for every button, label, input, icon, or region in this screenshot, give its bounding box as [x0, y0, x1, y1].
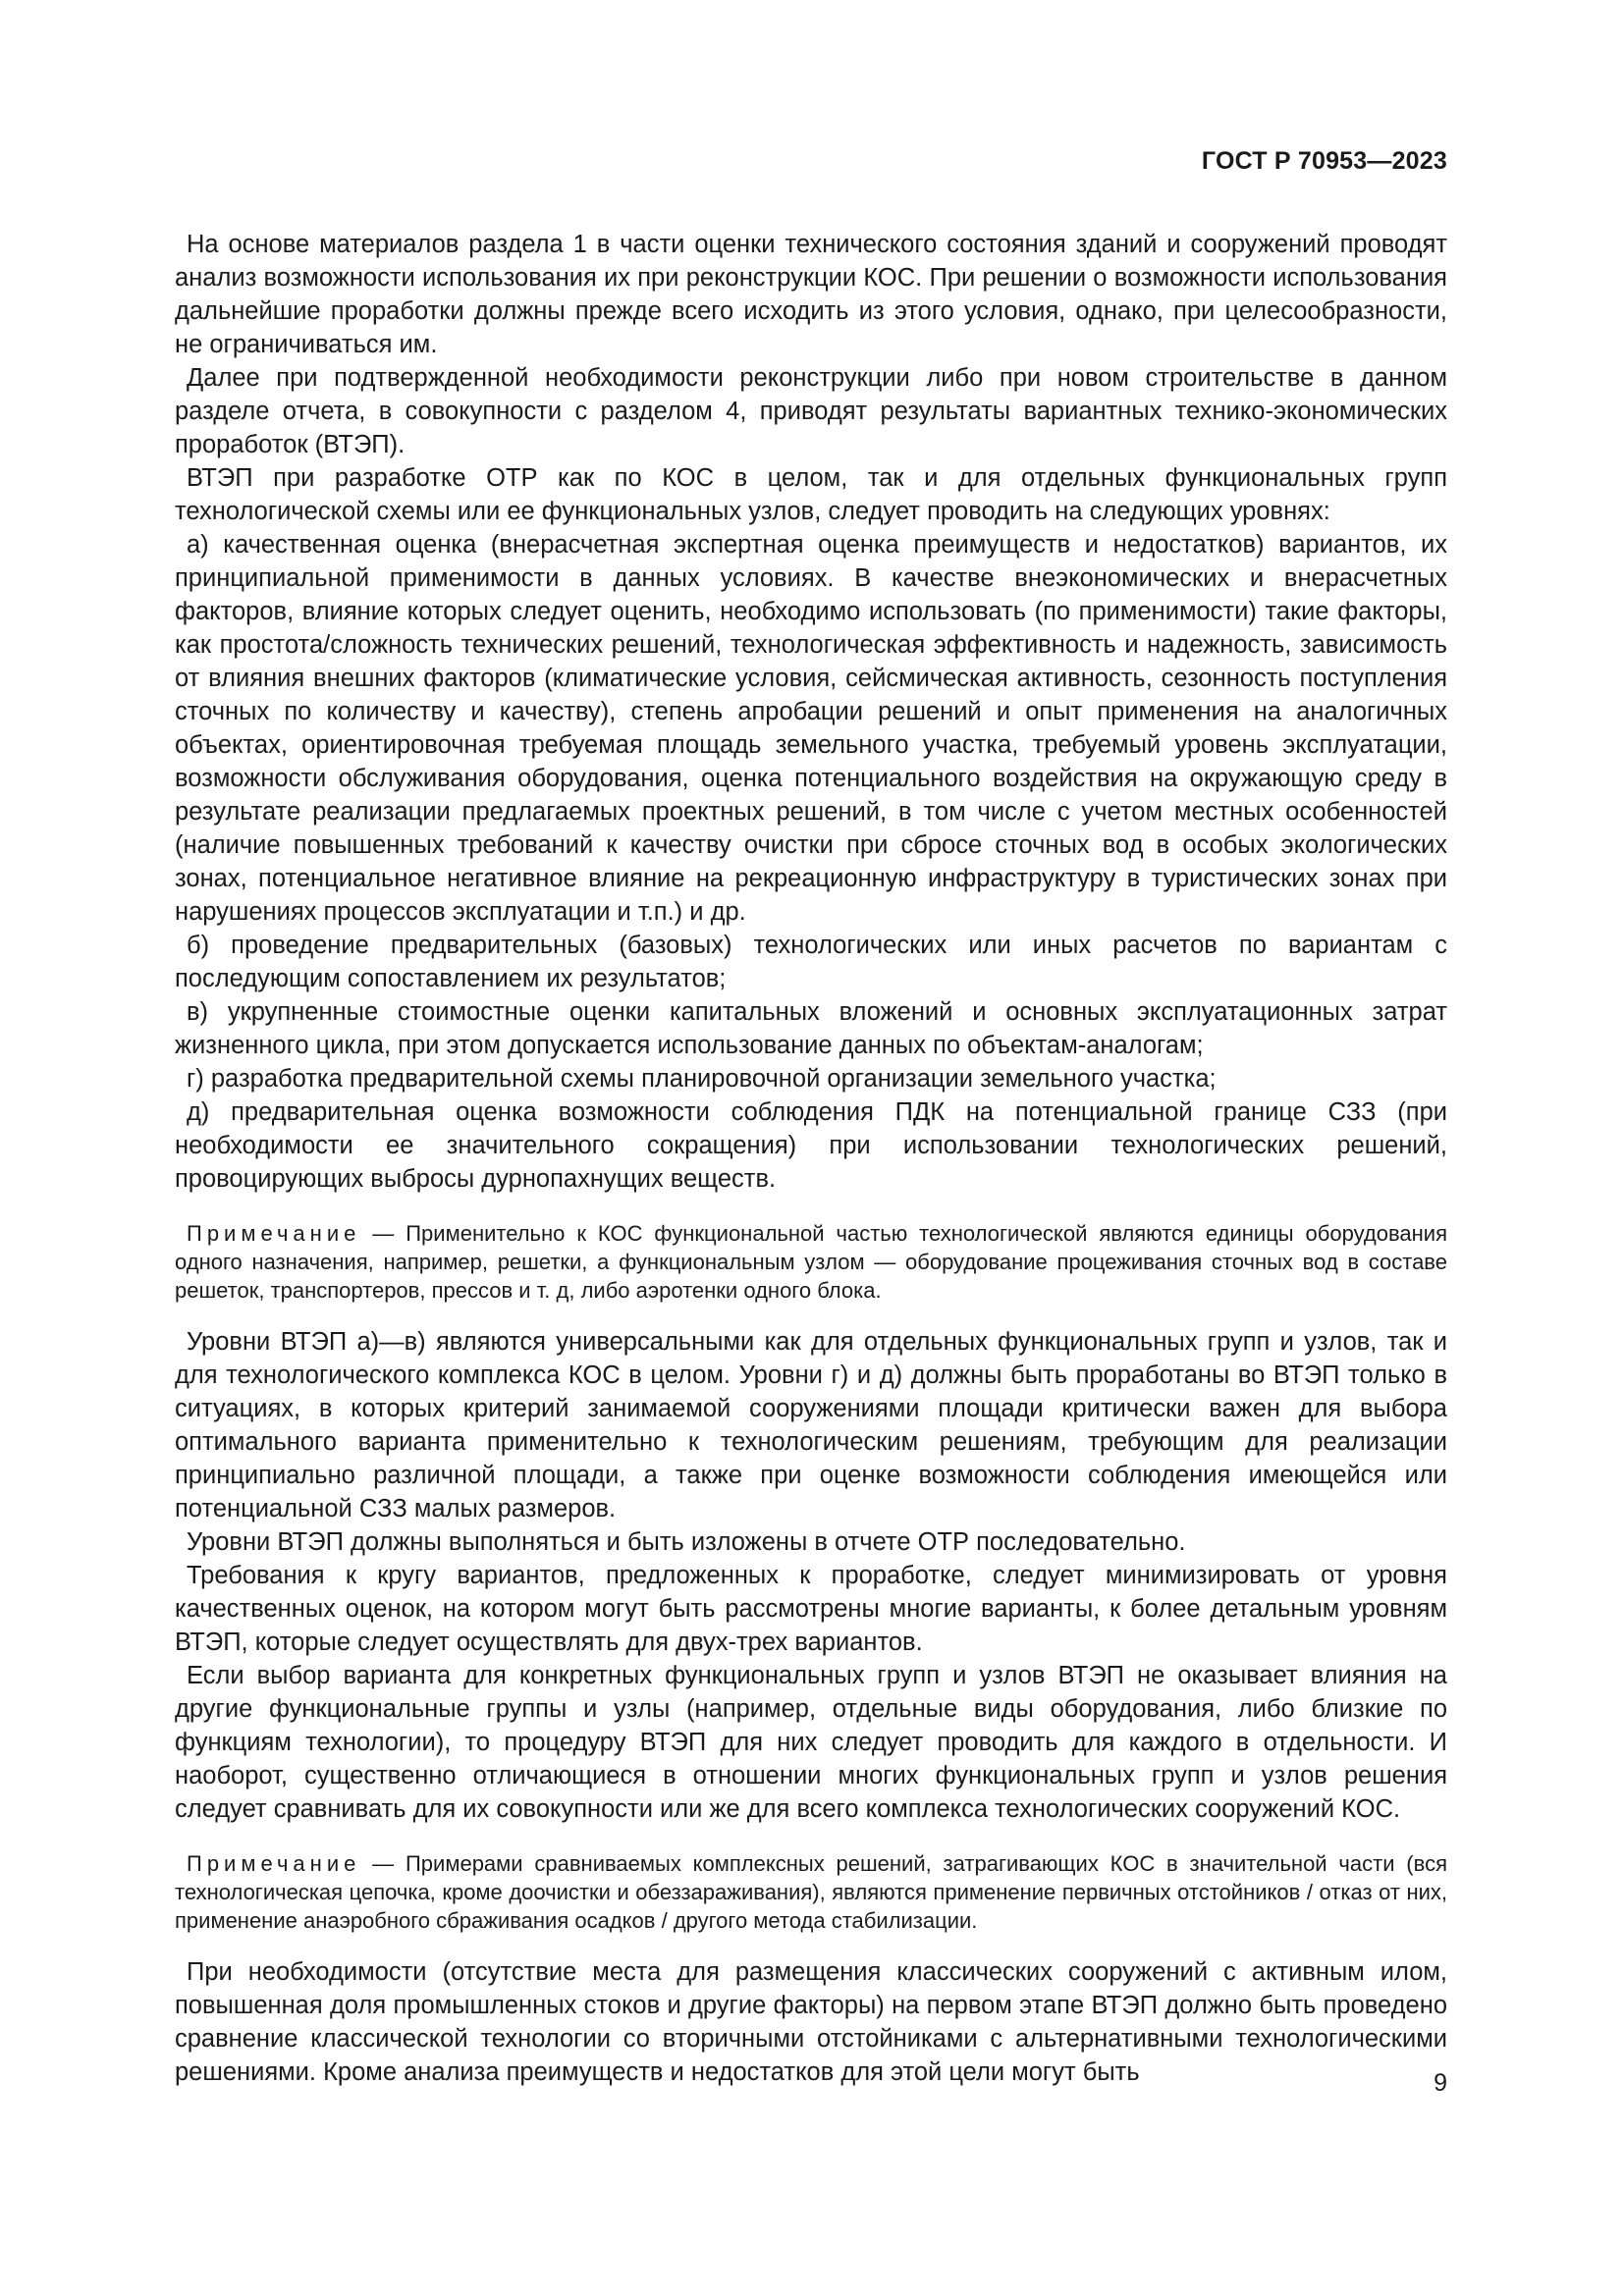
paragraph-6: Требования к кругу вариантов, предложенных к проработке, следует минимизировать от уровня качественных оценок, на котором могут быть рассмотрены многие варианты, к более детальным уровням ВТЭП, которые следует осуществлять для двух-трех вариантов.: [175, 1562, 1447, 1656]
paragraph-3: ВТЭП при разработке ОТР как по КОС в целом, так и для отдельных функциональных групп технологической схемы или ее функциональных узлов, следует проводить на следующих уровнях:: [175, 464, 1447, 525]
paragraph-4: Уровни ВТЭП а)—в) являются универсальными как для отдельных функциональных групп и узлов, так и для технологического комплекса КОС в целом. Уровни г) и д) должны быть проработаны во ВТЭП только в ситуациях, в которых критерий занимаемой сооружениями площади критически важен для выбора оптимального варианта применительно к технологическим решениям, требующим для реализации принципиально различной площади, а также при оценке возможности соблюдения имеющейся или потенциальной СЗЗ малых размеров.: [175, 1328, 1447, 1522]
page-number: 9: [1434, 2069, 1447, 2097]
list-item-d: д) предварительная оценка возможности соблюдения ПДК на потенциальной границе СЗЗ (при необходимости ее значительного сокращения) при использовании технологических решений, провоцирующих выбросы дурнопахнущих веществ.: [175, 1098, 1447, 1193]
document-code: ГОСТ Р 70953—2023: [1201, 147, 1447, 175]
paragraph-7: Если выбор варианта для конкретных функциональных групп и узлов ВТЭП не оказывает влияния на другие функциональные группы и узлы (например, отдельные виды оборудования, либо близкие по функциям технологии), то процедуру ВТЭП для них следует проводить для каждого в отдельности. И наоборот, существенно отличающиеся в отношении многих функциональных групп и узлов решения следует сравнивать для их совокупности или же для всего комплекса технологических сооружений КОС.: [175, 1662, 1447, 1823]
note-1: [175, 1219, 1447, 1305]
note-1-label: Примечание: [187, 1221, 361, 1246]
list-item-v: в) укрупненные стоимостные оценки капитальных вложений и основных эксплуатационных затрат жизненного цикла, при этом допускается использование данных по объектам-аналогам;: [175, 998, 1447, 1059]
note-2: [175, 1849, 1447, 1935]
page-body: [175, 228, 1447, 2089]
note-1-text: — Применительно к КОС функциональной частью технологической являются единицы оборудования одного назначения, например, решетки, а функциональным узлом — оборудование процеживания сточных вод в составе решеток, транспортеров, прессов и т. д, либо аэротенки одного блока.: [175, 1221, 1447, 1303]
list-item-g: г) разработка предварительной схемы планировочной организации земельного участка;: [187, 1065, 1217, 1093]
paragraph-5: Уровни ВТЭП должны выполняться и быть изложены в отчете ОТР последовательно.: [187, 1528, 1186, 1556]
list-item-b: б) проведение предварительных (базовых) технологических или иных расчетов по вариантам с последующим сопоставлением их результатов;: [175, 932, 1447, 992]
paragraph-2: Далее при подтвержденной необходимости реконструкции либо при новом строительстве в данном разделе отчета, в совокупности с разделом 4, приводят результаты вариантных технико-экономических проработок (ВТЭП).: [175, 364, 1447, 458]
paragraph-1: На основе материалов раздела 1 в части оценки технического состояния зданий и сооружений проводят анализ возможности использования их при реконструкции КОС. При решении о возможности использования дальнейшие проработки должны прежде всего исходить из этого условия, однако, при целесообразности, не ограничиваться им.: [175, 231, 1447, 358]
note-2-text: — Примерами сравниваемых комплексных решений, затрагивающих КОС в значительной части (вся технологическая цепочка, кроме доочистки и обеззараживания), являются применение первичных отстойников / отказ от них, применение анаэробного сбраживания осадков / другого метода стабилизации.: [175, 1851, 1447, 1933]
list-item-a: а) качественная оценка (внерасчетная экспертная оценка преимуществ и недостатков) вариантов, их принципиальной применимости в данных условиях. В качестве внеэкономических и внерасчетных факторов, влияние которых следует оценить, необходимо использовать (по применимости) такие факторы, как простота/сложность технических решений, технологическая эффективность и надежность, зависимость от влияния внешних факторов (климатические условия, сейсмическая активность, сезонность поступления сточных по количеству и качеству), степень апробации решений и опыт применения на аналогичных объектах, ориентировочная требуемая площадь земельного участка, требуемый уровень эксплуатации, возможности обслуживания оборудования, оценка потенциального воздействия на окружающую среду в результате реализации предлагаемых проектных решений, в том числе с учетом местных особенностей (наличие повышенных требований к качеству очистки при сбросе сточных вод в особых экологических зонах, потенциальное негативное влияние на рекреационную инфраструктуру в туристических зонах при нарушениях процессов эксплуатации и т.п.) и др.: [175, 531, 1447, 926]
paragraph-8: При необходимости (отсутствие места для размещения классических сооружений с активным илом, повышенная доля промышленных стоков и другие факторы) на первом этапе ВТЭП должно быть проведено сравнение классической технологии со вторичными отстойниками с альтернативными технологическими решениями. Кроме анализа преимуществ и недостатков для этой цели могут быть: [175, 1958, 1447, 2086]
note-2-label: Примечание: [187, 1851, 361, 1876]
